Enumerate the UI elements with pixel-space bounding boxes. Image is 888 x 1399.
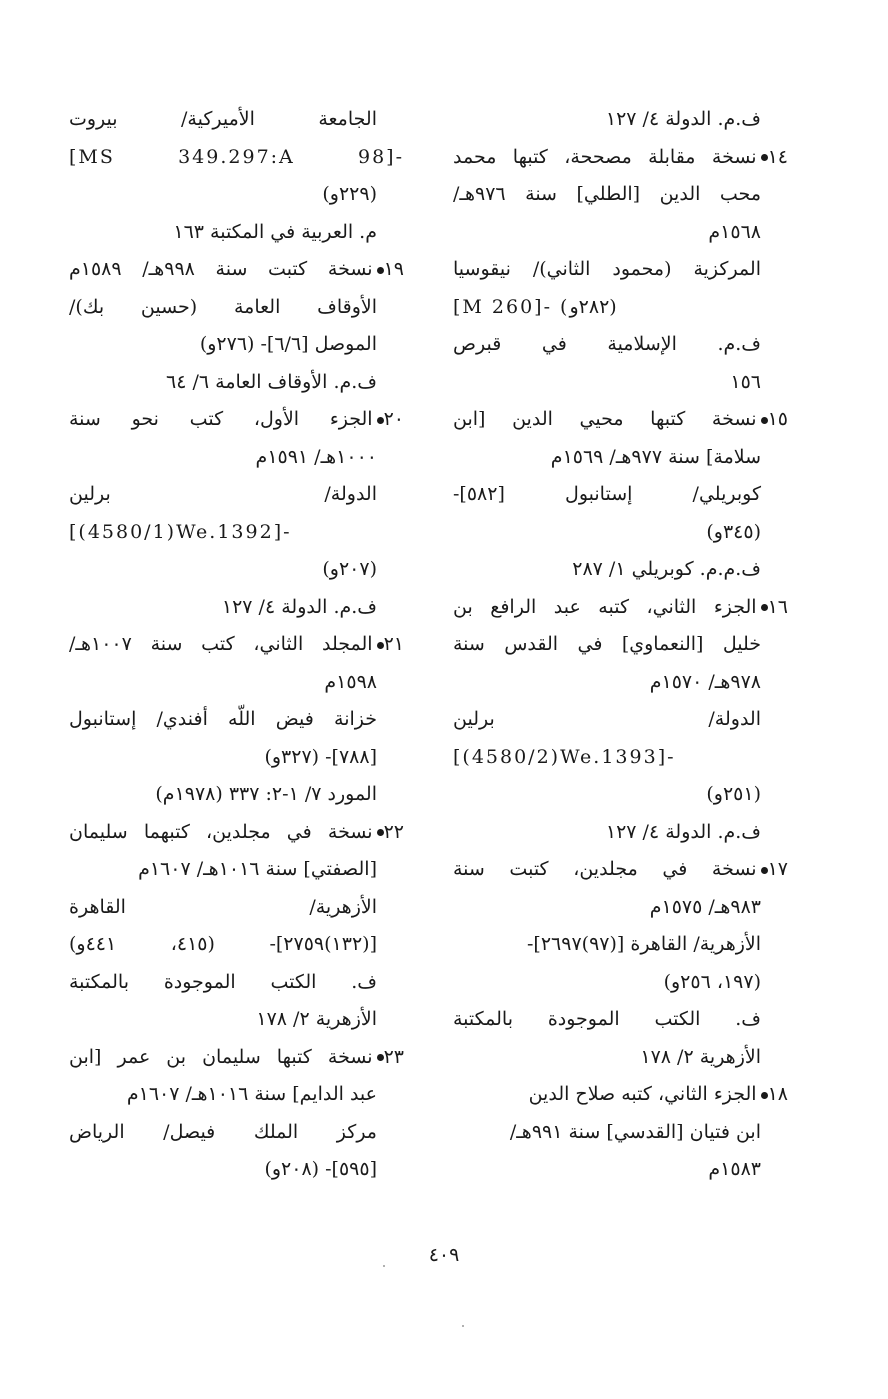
- manuscript-entry: [453, 589, 788, 627]
- page-number: ٤٠٩: [428, 1244, 460, 1266]
- entry-continuation: خليل [النعماوي] في القدس سنة: [453, 633, 761, 655]
- catalog-reference: ف. الكتب الموجودة بالمكتبة: [453, 1008, 761, 1030]
- entry-continuation: (٢٥١و): [706, 783, 761, 805]
- manuscript-entry: [69, 401, 404, 439]
- manuscript-entry: [453, 851, 788, 889]
- left-column: [69, 101, 404, 1189]
- entry-continuation: الأزهرية ٢/ ١٧٨: [640, 1045, 761, 1068]
- catalog-reference: المورد ٧/ ١-٢: ٣٣٧ (١٩٧٨م): [155, 783, 377, 805]
- entry-continuation: الموصل [٦/٦]- (٢٧٦و): [199, 333, 377, 355]
- entry-continuation: خزانة فيض اللّه أفندي/ إستانبول: [69, 708, 377, 730]
- entry-number: ١٤: [767, 145, 788, 168]
- entry-number: ٢٢: [383, 820, 404, 843]
- bullet-icon: [377, 642, 384, 649]
- entry-text: الجزء الأول، كتب نحو سنة: [69, 408, 373, 430]
- entry-continuation: ١٥٩٨م: [324, 670, 377, 693]
- manuscript-entry: [453, 1076, 788, 1114]
- manuscript-entry: [69, 626, 404, 664]
- entry-continuation: الأوقاف العامة (حسين بك)/: [69, 295, 377, 318]
- bullet-icon: [761, 867, 768, 874]
- entry-continuation: [M 260]- (٢٨٢و): [453, 295, 619, 318]
- scan-speck: [462, 1325, 464, 1327]
- entry-text: الجزء الثاني، كتبه صلاح الدين: [528, 1083, 757, 1105]
- manuscript-entry: [69, 251, 404, 289]
- entry-continuation: ١٠٠٠هـ/ ١٥٩١م: [255, 445, 377, 468]
- catalog-reference: ف.م. الدولة ٤/ ١٢٧: [605, 820, 761, 843]
- entry-number: ١٨: [767, 1083, 788, 1105]
- bullet-icon: [377, 1054, 384, 1061]
- entry-text: الجزء الثاني، كتبه عبد الرافع بن: [453, 595, 757, 618]
- entry-continuation: (١٩٧، ٢٥٦و): [663, 970, 761, 993]
- entry-continuation: [(4580/1)We.1392]-: [69, 520, 292, 543]
- manuscript-entry: [453, 401, 788, 439]
- catalog-reference: ف.م. الدولة ٤/ ١٢٧: [221, 595, 377, 618]
- manuscript-entry: [453, 139, 788, 177]
- entry-continuation: [(١٣٢)٢٧٥٩]- (٤١٥، ٤٤١و): [69, 933, 377, 955]
- entry-continuation: ٩٨٣هـ/ ١٥٧٥م: [649, 895, 761, 918]
- entry-number: ١٧: [767, 858, 788, 880]
- entry-text: نسخة كتبت سنة ٩٩٨هـ/ ١٥٨٩م: [69, 258, 373, 280]
- catalog-reference: ف. الكتب الموجودة بالمكتبة: [69, 970, 377, 993]
- entry-continuation: [٧٨٨]- (٣٢٧و): [264, 745, 377, 768]
- entry-continuation: محب الدين [الطلي] سنة ٩٧٦هـ/: [453, 183, 761, 205]
- entry-continuation: [MS 349.297:A 98]-: [69, 145, 404, 168]
- entry-number: ٢٣: [383, 1045, 404, 1068]
- entry-continuation: ١٥٦٨م: [708, 220, 761, 243]
- entry-continuation: [٥٩٥]- (٢٠٨و): [264, 1158, 377, 1180]
- entry-number: ١٩: [383, 258, 404, 280]
- scan-speck: [383, 1265, 385, 1267]
- entry-continuation: [(4580/2)We.1393]-: [453, 745, 676, 768]
- entry-continuation: سلامة] سنة ٩٧٧هـ/ ١٥٦٩م: [550, 445, 761, 468]
- entry-continuation: (٣٤٥و): [706, 520, 761, 543]
- catalog-reference: ف.م. الإسلامية في قبرص: [453, 333, 761, 355]
- entry-continuation: ١٥٦: [730, 370, 761, 393]
- entry-continuation: المركزية (محمود الثاني)/ نيقوسيا: [453, 258, 761, 280]
- bullet-icon: [761, 417, 768, 424]
- bullet-icon: [377, 267, 384, 274]
- entry-continuation: ٩٧٨هـ/ ١٥٧٠م: [649, 670, 761, 693]
- catalog-reference: ف.م.م. كوبريلي ١/ ٢٨٧: [572, 558, 761, 580]
- catalog-reference: م. العربية في المكتبة ١٦٣: [173, 220, 377, 243]
- entry-continuation: الدولة/ برلين: [453, 708, 761, 730]
- entry-continuation: ابن فتيان [القدسي] سنة ٩٩١هـ/: [509, 1120, 761, 1143]
- entry-number: ٢٠: [383, 408, 404, 430]
- catalog-reference: ف.م. الأوقاف العامة ٦/ ٦٤: [166, 370, 377, 393]
- catalog-reference: ف.م. الدولة ٤/ ١٢٧: [605, 108, 761, 130]
- entry-text: نسخة كتبها محيي الدين [ابن: [453, 408, 757, 430]
- entry-continuation: كوبريلي/ إستانبول [٥٨٢]-: [453, 483, 761, 505]
- entry-text: المجلد الثاني، كتب سنة ١٠٠٧هـ/: [69, 633, 373, 655]
- bullet-icon: [761, 154, 768, 161]
- entry-continuation: (٢٠٧و): [322, 558, 377, 580]
- entry-text: نسخة كتبها سليمان بن عمر [ابن: [69, 1045, 373, 1068]
- entry-continuation: الأزهرية ٢/ ١٧٨: [256, 1008, 377, 1030]
- entry-continuation: الأزهرية/ القاهرة: [69, 895, 377, 918]
- entry-text: نسخة في مجلدين، كتبهما سليمان: [69, 820, 373, 843]
- entry-text: نسخة في مجلدين، كتبت سنة: [453, 858, 757, 880]
- entry-continuation: (٢٢٩و): [322, 183, 377, 205]
- entry-continuation: الجامعة الأميركية/ بيروت: [69, 108, 377, 130]
- entry-number: ١٦: [767, 595, 788, 618]
- entry-number: ٢١: [383, 633, 404, 655]
- right-column: [453, 101, 788, 1189]
- bullet-icon: [761, 1092, 768, 1099]
- entry-continuation: ١٥٨٣م: [708, 1158, 761, 1180]
- bullet-icon: [377, 829, 384, 836]
- bullet-icon: [761, 604, 768, 611]
- entry-continuation: مركز الملك فيصل/ الرياض: [69, 1120, 377, 1143]
- entry-continuation: عبد الدايم] سنة ١٠١٦هـ/ ١٦٠٧م: [126, 1083, 377, 1105]
- entry-continuation: الأزهرية/ القاهرة [(٩٧)٢٦٩٧]-: [526, 933, 761, 955]
- entry-continuation: [الصفتي] سنة ١٠١٦هـ/ ١٦٠٧م: [138, 858, 377, 880]
- manuscript-entry: [69, 1039, 404, 1077]
- entry-continuation: الدولة/ برلين: [69, 483, 377, 505]
- entry-number: ١٥: [767, 408, 788, 430]
- manuscript-entry: [69, 814, 404, 852]
- entry-text: نسخة مقابلة مصححة، كتبها محمد: [453, 145, 757, 168]
- bullet-icon: [377, 417, 384, 424]
